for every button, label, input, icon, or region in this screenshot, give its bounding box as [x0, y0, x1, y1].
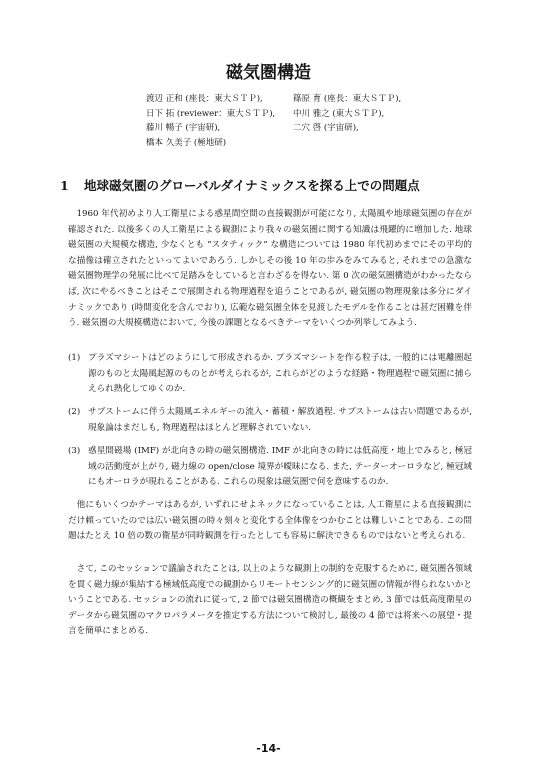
list-item [68, 405, 472, 436]
list-item-label: (3) [68, 446, 81, 456]
author: 篠原 育 (座長：東大ＳＴＰ), [293, 94, 402, 104]
list-item-text: サブストームに伴う太陽風エネルギーの流入・蓄積・解放過程. サブストームは古い問題であるが, 現象論はまだしも, 物理過程はほとんど理解されていない. [88, 407, 472, 433]
list-item-label: (1) [68, 353, 81, 363]
list-item [68, 351, 472, 398]
body-paragraph-session: さて, このセッションで議論されたことは, 以上のような観測上の制約を克服するために, 磁気圏各領域を貫く磁力線が集結する極域低高度での観測からリモートセンシング的に磁気圏の情報が得られないかということである. セッションの流れに従って, 2 節では磁気圏構造の概観をまとめ, 3 節では低高度衛星のデータから磁気圏のマクロパラメータを推定する方法について検討し, 最後の 4 節では将来への展望・提言を簡単にまとめる. [68, 564, 472, 637]
list-item-text: 惑星間磁場 (IMF) が北向きの時の磁気圏構造. IMF が北向きの時には低高度・地上でみると, 極冠域の活動度が上がり, 磁力線の open/close 境界が曖昧になる. また, テーターオーロラなど, 極冠域にもオーロラが現れることがある. これらの現象は磁気圏で何を意味するのか. [88, 446, 472, 488]
author: 橋本 久美子 (極地研) [146, 137, 227, 148]
list-item-text: プラズマシートはどのようにして形成されるか. プラズマシートを作る粒子は, 一般的には電離圏起源のものと太陽風起源のものとが考えられるが, これらがどのような経路・物理過程で磁気圏に捕らえられ熱化してゆくのか. [88, 353, 472, 395]
author: 二穴 啓 (宇宙研), [293, 123, 359, 133]
author-row [146, 92, 446, 107]
author: 藤川 暢子 (宇宙研), [146, 123, 221, 133]
author-list [146, 92, 446, 150]
author-row [146, 107, 446, 122]
author: 中川 雅之 (東大ＳＴＰ), [293, 108, 385, 119]
section-title: 地球磁気圏のグローバルダイナミックスを探る上での問題点 [84, 178, 420, 193]
author-row [146, 121, 446, 136]
author: 日下 拓 (reviewer：東大ＳＴＰ), [146, 108, 276, 119]
page-number: -14- [256, 742, 281, 755]
page-title: 磁気圏構造 [226, 63, 311, 83]
body-paragraph-intro: 1960 年代初めより人工衛星による惑星間空間の直接観測が可能になり, 太陽風や地球磁気圏の存在が確認された. 以後多くの人工衛星による観測により我々の磁気圏に関する知識は飛躍的に増加した. 地球磁気圏の大規模な構造, 少なくとも “スタティック” な構造については 1980 年代初めまでにその平均的な描像は確立されたといってよいであろう. しかしその後 10 年の歩みをみてみると, それまでの急激な磁気圏物理学の発展に比べて足踏みをしていると言わざるを得ない. 第 0 次の磁気圏構造がわかったならば, 次にやるべきことはそこで展開される物理過程を追うことであるが, 磁気圏の物理現象は多分にダイナミックであり (時間変化を含んでおり), 広範な磁気圏全体を見渡したモデルを作ることは甚だ困難を伴う. 磁気圏の大規模構造において, 今後の課題となるべきテーマをいくつか列挙してみよう. [68, 209, 472, 329]
list-item [68, 444, 472, 491]
author-row [146, 136, 446, 151]
section-number: 1 [60, 178, 69, 193]
body-paragraph-problem: 他にもいくつかテーマはあるが, いずれにせよネックになっていることは, 人工衛星による直接観測にだけ頼っていたのでは広い磁気圏の時々刻々と変化する全体像をつかむことは難しいことである. この問題はたとえ 10 倍の数の衛星が同時観測を行ったとしても容易に解決できるものではないと考えられる. [68, 500, 472, 542]
section-heading [60, 176, 497, 194]
list-item-label: (2) [68, 407, 81, 417]
author: 渡辺 正和 (座長：東大ＳＴＰ), [146, 94, 263, 104]
